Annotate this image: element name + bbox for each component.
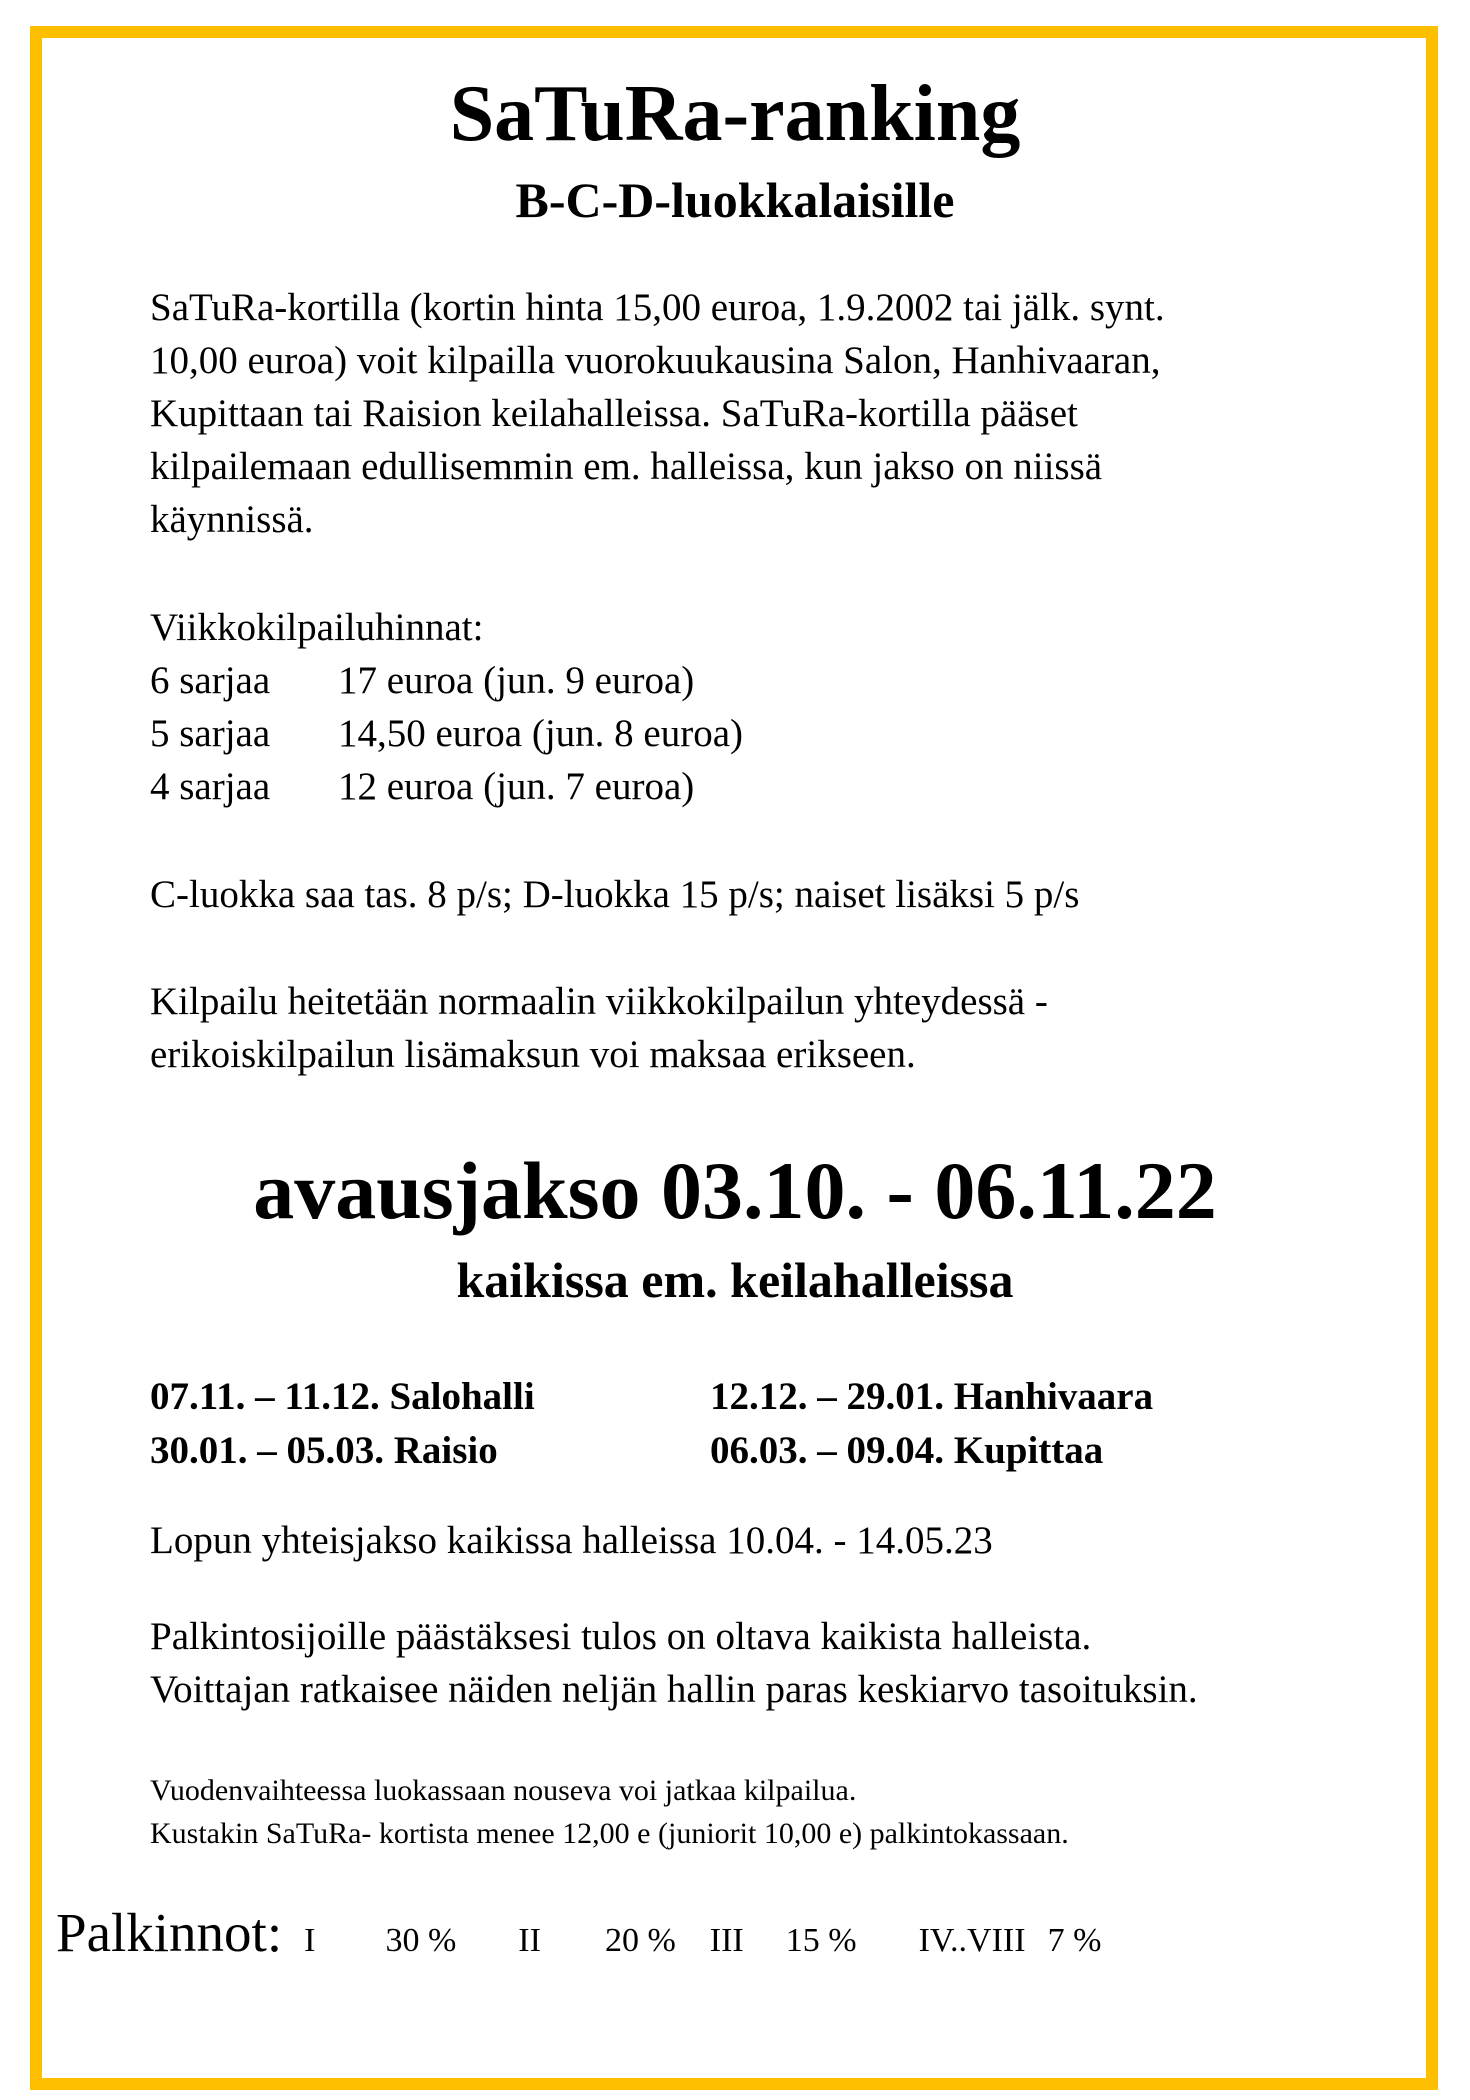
intro-line: Kupittaan tai Raision keilahalleissa. SaTuRa-kortilla pääset [150, 392, 1078, 435]
period-item: 06.03. – 09.04. Kupittaa [710, 1429, 1104, 1472]
notes-paragraph [150, 1769, 1069, 1855]
final-period-text: Lopun yhteisjakso kaikissa halleissa 10.04. - 14.05.23 [150, 1519, 993, 1562]
note-line: Kustakin SaTuRa- kortista menee 12,00 e (juniorit 10,00 e) palkintokassaan. [150, 1817, 1069, 1850]
intro-line: SaTuRa-kortilla (kortin hinta 15,00 euroa, 1.9.2002 tai jälk. synt. [150, 286, 1165, 329]
period-row [150, 1370, 1153, 1424]
prize-place: I [304, 1922, 316, 1959]
period-row [150, 1424, 1153, 1478]
periods-schedule [150, 1370, 1153, 1478]
prize-share: 15 % [785, 1922, 857, 1959]
prices-table [150, 654, 743, 813]
prize-rules-paragraph [150, 1610, 1400, 1716]
competition-line: Kilpailu heitetään normaalin viikkokilpailun yhteydessä - [150, 980, 1048, 1023]
price-row [150, 707, 743, 760]
prize-rules-line: Palkintosijoille päästäksesi tulos on oltava kaikista halleista. [150, 1615, 1092, 1658]
prize-place: II [518, 1922, 541, 1959]
handicap-text: C-luokka saa tas. 8 p/s; D-luokka 15 p/s; naiset lisäksi 5 p/s [150, 873, 1080, 916]
prizes-row [56, 1900, 1101, 1974]
price-value: 14,50 euroa (jun. 8 euroa) [338, 712, 744, 755]
prize-place: IV..VIII [918, 1922, 1026, 1959]
price-row [150, 654, 743, 707]
note-line: Vuodenvaihteessa luokassaan nouseva voi jatkaa kilpailua. [150, 1774, 857, 1807]
intro-line: 10,00 euroa) voit kilpailla vuorokuukausina Salon, Hanhivaaran, [150, 339, 1161, 382]
price-series: 5 sarjaa [150, 712, 271, 755]
prize-share: 20 % [604, 1922, 676, 1959]
prizes-label: Palkinnot: [56, 1902, 283, 1963]
page-title: SaTuRa-ranking [449, 70, 1021, 158]
period-item: 07.11. – 11.12. Salohalli [150, 1375, 535, 1418]
competition-paragraph [150, 975, 1400, 1081]
opening-period-title: avausjakso 03.10. - 06.11.22 [253, 1145, 1217, 1236]
price-series: 4 sarjaa [150, 765, 271, 808]
intro-paragraph [150, 281, 1400, 546]
price-series: 6 sarjaa [150, 659, 271, 702]
prize-place: III [709, 1922, 744, 1959]
period-item: 12.12. – 29.01. Hanhivaara [710, 1375, 1154, 1418]
price-row [150, 760, 743, 813]
prices-heading: Viikkokilpailuhinnat: [150, 606, 484, 649]
page-subtitle: B-C-D-luokkalaisille [515, 172, 955, 228]
price-value: 17 euroa (jun. 9 euroa) [338, 659, 695, 702]
prize-share: 7 % [1047, 1922, 1102, 1959]
intro-line: kilpailemaan edullisemmin em. halleissa, kun jakso on niissä [150, 445, 1103, 488]
price-value: 12 euroa (jun. 7 euroa) [338, 765, 695, 808]
prize-rules-line: Voittajan ratkaisee näiden neljän hallin paras keskiarvo tasoituksin. [150, 1668, 1198, 1711]
period-item: 30.01. – 05.03. Raisio [150, 1429, 498, 1472]
prize-share: 30 % [385, 1922, 457, 1959]
competition-line: erikoiskilpailun lisämaksun voi maksaa erikseen. [150, 1033, 916, 1076]
opening-period-subtitle: kaikissa em. keilahalleissa [456, 1252, 1014, 1308]
intro-line: käynnissä. [150, 498, 314, 541]
